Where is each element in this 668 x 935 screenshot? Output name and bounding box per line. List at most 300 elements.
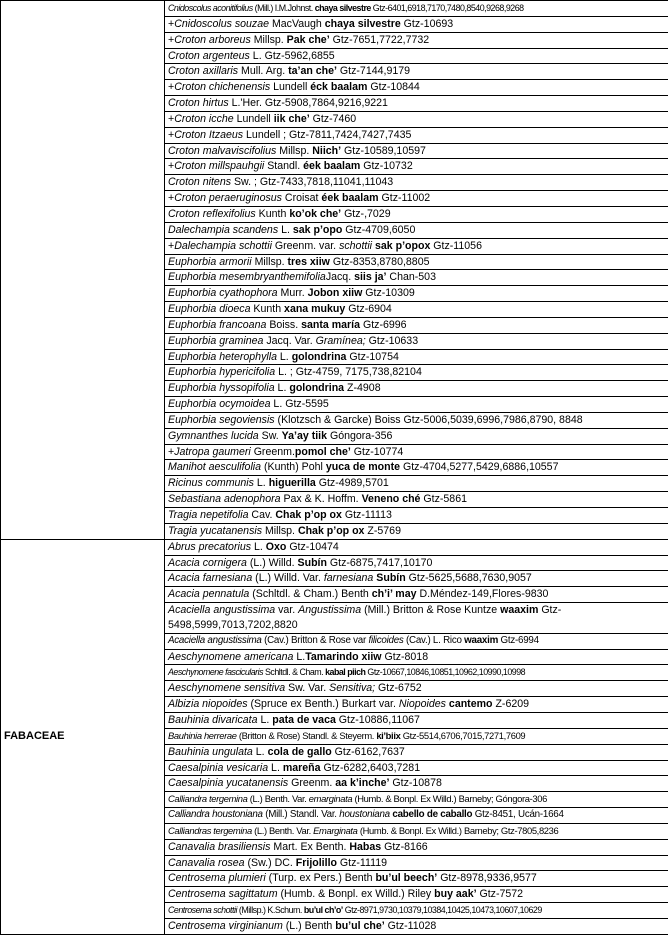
species-cell [165,508,668,524]
common-name: mareña [283,762,321,774]
scientific-name: Cnidoscolus aconitifolius [168,3,253,13]
common-name: Niich’ [312,145,341,157]
scientific-name: Centrosema plumieri [168,872,266,884]
common-name: pata de vaca [272,714,336,726]
infraspecific-name: Gramínea; [316,335,366,347]
prefix-mark: + [168,129,174,141]
collection-numbers: Góngora-306 [496,793,547,804]
scientific-name: Canavalia rosea [168,857,245,869]
species-cell [165,760,668,776]
common-name: Jobon xiiw [308,287,363,299]
species-cell [165,744,668,760]
species-cell [165,697,668,713]
species-cell [165,412,668,428]
collection-numbers: Gtz-5006,5039,6996,7986,8790, 8848 [404,414,583,426]
common-name: Pak che’ [287,34,330,46]
scientific-name: Dalechampia schottii [174,240,272,252]
species-cell [165,523,668,539]
common-name: Subín [376,572,405,584]
scientific-name: Cnidoscolus souzae [174,18,269,30]
scientific-name: Jatropa gaumeri [174,446,251,458]
species-cell [165,365,668,381]
collection-numbers: Góngora-356 [327,430,392,442]
scientific-name: Acacia farnesiana [168,572,252,584]
common-name: cantemo [449,698,493,710]
scientific-name: Abrus precatorius [168,541,251,553]
collection-numbers: Gtz-4759, 7175,738,82104 [296,366,422,378]
scientific-name: Calliandras tergemina [168,825,252,836]
scientific-name: Croton malvaviscifolius [168,145,276,157]
collection-numbers: Gtz-10633 [369,335,418,347]
common-name: Tamarindo xiiw [305,651,381,663]
collection-numbers: Gtz-10878 [389,777,441,789]
scientific-name: Euphorbia mesembryanthemifolia [168,271,326,283]
common-name: Ya’ay tiik [282,430,327,442]
species-cell [165,476,668,492]
scientific-name: Acaciella angustissima [168,635,262,646]
prefix-mark: + [168,18,174,30]
authority: Pax & K. Hoffm. [281,493,362,505]
species-cell [165,96,668,112]
authority: (L.) Benth [283,920,335,932]
common-name: aa k’inche’ [335,777,389,789]
family-cell [1,1,165,540]
scientific-name: Euphorbia hyssopifolia [168,382,275,394]
scientific-name: Euphorbia graminea [168,335,263,347]
scientific-name: Croton millspauhgii [174,160,264,172]
common-name: higuerilla [269,477,316,489]
prefix-mark: + [168,240,174,252]
infraspecific-name: Angustissima [298,604,361,616]
species-cell [165,302,668,318]
collection-numbers: Gtz-8971,9730,10379,10384,10425,10473,10607,10629 [343,905,542,915]
collection-numbers: Gtz-7572 [477,888,524,900]
collection-numbers: Gtz-6752 [378,682,422,694]
collection-numbers: Gtz-7805,8236 [501,825,558,836]
species-cell [165,808,668,824]
authority: (Schltdl. & Cham.) Benth [249,588,371,600]
prefix-mark: + [168,34,174,46]
species-cell [165,539,668,555]
authority: Jacq. Var. [263,335,315,347]
species-cell [165,159,668,175]
species-cell [165,492,668,508]
species-cell [165,32,668,48]
scientific-name: Centrosema schottii [168,905,237,915]
authority: (Turp. ex Pers.) Benth [266,872,376,884]
authority: Millsp. [252,256,288,268]
table-row [1,539,668,555]
authority-2: (Humb. & Bonpl. Ex Willd.) Barneby; [352,793,495,804]
species-cell [165,127,668,143]
prefix-mark: + [168,113,174,125]
collection-numbers: Gtz-6994 [498,635,539,646]
species-cell [165,80,668,96]
species-cell [165,712,668,728]
scientific-name: Bauhinia herrerae [168,730,237,741]
scientific-name: Calliandra tergemina [168,793,248,804]
collection-numbers: Gtz-10754 [346,351,398,363]
collection-numbers: Gtz-6162,7637 [332,746,405,758]
authority: Lundell [234,113,274,125]
species-cell [165,792,668,808]
scientific-name: Euphorbia segoviensis [168,414,275,426]
common-name: bu’ul beech’ [375,872,437,884]
authority: Millsp. [251,34,287,46]
collection-numbers: Gtz-,7029 [341,208,390,220]
scientific-name: Acaciella angustissima [168,604,275,616]
scientific-name: Tragia nepetifolia [168,509,248,521]
authority: L. [278,224,293,236]
collection-numbers: Gtz-4704,5277,5429,6886,10557 [400,461,558,473]
species-cell [165,776,668,792]
authority: Lundell [270,81,310,93]
infraspecific-name: emarginata [309,793,352,804]
species-cell [165,633,668,649]
collection-numbers: Gtz-11056 [430,240,482,252]
species-cell [165,206,668,222]
authority: Millsp. [262,525,298,537]
scientific-name: Bauhinia ungulata [168,746,253,758]
common-name: Chak p’op ox [275,509,342,521]
species-cell [165,649,668,665]
authority: MacVaugh [269,18,325,30]
common-name: bu’ul che’ [335,920,384,932]
common-name: santa maría [301,319,360,331]
species-cell [165,191,668,207]
common-name: ch’i’ may [372,588,417,600]
species-cell [165,111,668,127]
collection-numbers: Gtz-7651,7722,7732 [330,34,430,46]
authority: Kunth [256,208,290,220]
infraspecific-name: houstoniana [339,809,390,820]
infraspecific-name: Niopoides [399,698,446,710]
species-cell [165,855,668,871]
prefix-mark: + [168,446,174,458]
collection-numbers: Gtz-10732 [360,160,412,172]
species-cell [165,460,668,476]
authority: Jacq. [326,271,354,283]
common-name: iik che’ [274,113,310,125]
authority: Mart. Ex Benth. [270,841,349,853]
authority: Greenm. [251,446,295,458]
authority: (Cav.) Britton & Rose var [262,635,369,646]
authority: (Klotzsch & Garcke) Boiss [275,414,404,426]
scientific-name: Acacia cornigera [168,557,247,569]
collection-numbers: Gtz-8018 [382,651,429,663]
collection-numbers: Gtz-11119 [337,857,387,869]
common-name: bu’ul ch’o’ [304,905,343,915]
authority-2: (Cav.) L. Rico [404,635,465,646]
collection-numbers: D.Méndez-149,Flores-9830 [417,588,549,600]
common-name: Frijolillo [296,857,337,869]
species-cell [165,143,668,159]
common-name: Veneno ché [362,493,421,505]
authority: Sw. ; [231,176,260,188]
collection-numbers: Gtz-7433,7818,11041,11043 [260,176,393,188]
authority: (Spruce ex Benth.) Burkart var. [248,698,399,710]
collection-numbers: Gtz-7811,7424,7427,7435 [289,129,411,141]
authority: L. [251,541,266,553]
prefix-mark: + [168,81,174,93]
infraspecific-name: Emarginata [313,825,357,836]
collection-numbers: Gtz-8166 [381,841,428,853]
authority: L. [250,50,265,62]
scientific-name: Euphorbia hypericifolia [168,366,275,378]
collection-numbers: Gtz-6904 [345,303,392,315]
common-name: éek baalam [303,160,360,172]
scientific-name: Croton Itzaeus [174,129,243,141]
collection-numbers: Gtz-8353,8780,8805 [330,256,430,268]
authority: Murr. [278,287,308,299]
collection-numbers: Gtz-5625,5688,7630,9057 [406,572,532,584]
authority-2: (Humb. & Bonpl. Ex Willd.) Barneby; [358,825,501,836]
authority: (L.) Benth. Var. [252,825,313,836]
authority: (Mill.) I.M.Johnst. [253,3,315,13]
common-name: chaya silvestre [315,3,371,13]
common-name: ta’an che’ [288,65,337,77]
common-name: ki’biix [376,730,400,741]
authority: (Kunth) Pohl [261,461,326,473]
species-cell [165,871,668,887]
common-name: yuca de monte [326,461,400,473]
species-cell [165,918,668,934]
scientific-name: Croton icche [174,113,233,125]
common-name: tres xiiw [288,256,330,268]
authority: Kunth [250,303,284,315]
scientific-name: Dalechampia scandens [168,224,278,236]
authority: L. [268,762,283,774]
common-name: sak p’opox [375,240,430,252]
scientific-name: Croton peraeruginosus [174,192,282,204]
scientific-name: Aeschynomene fascicularis [168,667,263,677]
common-name: buy aak’ [434,888,476,900]
collection-numbers: Gtz-10886,11067 [336,714,420,726]
common-name: ko’ok che’ [289,208,341,220]
common-name: cabello de caballo [392,809,472,820]
scientific-name: Ricinus communis [168,477,254,489]
species-cell [165,381,668,397]
common-name: éek baalam [321,192,378,204]
common-name: waaxim [500,604,538,616]
species-cell [165,587,668,603]
common-name: golondrina [289,382,344,394]
authority: Lundell ; [243,129,289,141]
collection-numbers: Gtz-10309 [362,287,414,299]
common-name: waaxim [464,635,498,646]
species-cell [165,887,668,903]
species-cell [165,16,668,32]
species-cell [165,48,668,64]
authority: Cav. [248,509,275,521]
collection-numbers: Gtz-6875,7417,10170 [327,557,432,569]
collection-numbers: Gtz-7460 [310,113,357,125]
scientific-name: Euphorbia ocymoidea [168,398,270,410]
scientific-name: Euphorbia heterophylla [168,351,277,363]
species-cell [165,254,668,270]
collection-numbers: Gtz-5498,5999,7013,7202,8820 [168,604,561,631]
collection-numbers: Gtz-10589,10597 [341,145,426,157]
authority-2: (Mill.) Britton & Rose Kuntze [361,604,500,616]
authority: (Britton & Rose) Standl. & Steyerm. [237,730,377,741]
collection-numbers: Gtz-11002 [379,192,431,204]
table-row [1,1,668,17]
authority: (Sw.) DC. [245,857,296,869]
species-cell [165,222,668,238]
authority: (L.) Benth. Var. [248,793,309,804]
scientific-name: Centrosema virginianum [168,920,283,932]
scientific-name: Euphorbia armorii [168,256,252,268]
collection-numbers: Gtz-5595 [285,398,329,410]
collection-numbers: Chan-503 [386,271,435,283]
scientific-name: Manihot aesculifolia [168,461,261,473]
species-cell [165,1,668,17]
authority: L. [277,351,292,363]
prefix-mark: + [168,192,174,204]
collection-numbers: Gtz-10844 [367,81,419,93]
species-cell [165,175,668,191]
authority: (Humb. & Bonpl. ex Willd.) Riley [278,888,435,900]
collection-numbers: Gtz-6401,6918,7170,7480,8540,9268,9268 [371,3,524,13]
collection-numbers: Gtz-4989,5701 [316,477,389,489]
common-name: xana mukuy [284,303,345,315]
authority: Standl. [264,160,303,172]
scientific-name: Canavalia brasiliensis [168,841,270,853]
common-name: chaya silvestre [325,18,401,30]
collection-numbers: Gtz-10667,10846,10851,10962,10990,10998 [365,667,525,677]
authority: Greenm. [288,777,335,789]
infraspecific-name: filicoides [368,635,403,646]
common-name: éck baalam [310,81,367,93]
scientific-name: Euphorbia dioeca [168,303,250,315]
authority: L. [253,746,268,758]
common-name: siis ja’ [354,271,386,283]
species-cell [165,681,668,697]
species-cell [165,728,668,744]
authority: L.'Her. [229,97,265,109]
species-cell [165,397,668,413]
scientific-name: Croton reflexifolius [168,208,256,220]
species-cell [165,349,668,365]
collection-numbers: Gtz-10774 [351,446,403,458]
species-cell [165,603,668,634]
collection-numbers: Gtz-5514,6706,7015,7271,7609 [400,730,525,741]
scientific-name: Calliandra houstoniana [168,809,263,820]
scientific-name: Euphorbia cyathophora [168,287,278,299]
scientific-name: Caesalpinia yucatanensis [168,777,288,789]
authority: var. [275,604,298,616]
common-name: Subín [298,557,327,569]
authority: L. [254,477,269,489]
collection-numbers: Gtz-10474 [286,541,338,553]
authority: (L.) Willd. Var. [252,572,324,584]
scientific-name: Croton axillaris [168,65,238,77]
common-name: kabal piich [325,667,365,677]
common-name: cola de gallo [268,746,332,758]
species-cell [165,665,668,681]
authority: (Millsp.) K.Schum. [237,905,304,915]
scientific-name: Centrosema sagittatum [168,888,278,900]
authority: Greenm. var. [272,240,339,252]
species-cell [165,333,668,349]
authority: L. [275,382,290,394]
authority: Croisat [282,192,321,204]
scientific-name: Croton argenteus [168,50,250,62]
scientific-name: Euphorbia francoana [168,319,266,331]
collection-numbers: Gtz-6996 [360,319,407,331]
species-cell [165,238,668,254]
authority: Sw. Var. [285,682,329,694]
collection-numbers: Gtz-10693 [401,18,453,30]
species-cell [165,903,668,919]
common-name: sak p’opo [293,224,342,236]
scientific-name: Croton nitens [168,176,231,188]
collection-numbers: Gtz-7144,9179 [337,65,410,77]
common-name: Habas [349,841,381,853]
collection-numbers: Z-5769 [364,525,401,537]
scientific-name: Gymnanthes lucida [168,430,259,442]
authority: Boiss. [266,319,301,331]
prefix-mark: + [168,160,174,172]
collection-numbers: Z-6209 [493,698,530,710]
species-cell [165,428,668,444]
collection-numbers: Gtz-8451, Ucán-1664 [472,809,563,820]
collection-numbers: Gtz-6282,6403,7281 [321,762,421,774]
authority: L. [258,714,273,726]
authority: L. ; [275,366,296,378]
scientific-name: Aeschynomene americana [168,651,293,663]
collection-numbers: Gtz-11028 [385,920,437,932]
species-cell [165,317,668,333]
family-cell: FABACEAE [1,539,165,934]
scientific-name: Aeschynomene sensitiva [168,682,285,694]
species-cell [165,286,668,302]
species-cell [165,64,668,80]
authority: (Mill.) Standl. Var. [263,809,340,820]
species-cell [165,444,668,460]
collection-numbers: Gtz-8978,9336,9577 [437,872,537,884]
species-cell [165,571,668,587]
scientific-name: Albizia niopoides [168,698,248,710]
common-name: golondrina [292,351,347,363]
collection-numbers: Gtz-4709,6050 [342,224,415,236]
scientific-name: Croton arboreus [174,34,251,46]
authority: Millsp. [276,145,312,157]
infraspecific-name: schottii [339,240,372,252]
collection-numbers: Gtz-5861 [420,493,467,505]
infraspecific-name: farnesiana [324,572,373,584]
infraspecific-name: Sensitiva; [329,682,375,694]
collection-numbers: Gtz-5908,7864,9216,9221 [265,97,388,109]
scientific-name: Caesalpinia vesicaria [168,762,268,774]
authority: (L.) Willd. [247,557,298,569]
authority: Mull. Arg. [238,65,288,77]
scientific-name: Croton chichenensis [174,81,270,93]
species-cell [165,823,668,839]
collection-numbers: Z-4908 [344,382,381,394]
collection-numbers: Gtz-5962,6855 [265,50,335,62]
scientific-name: Bauhinia divaricata [168,714,258,726]
common-name: pomol che’ [295,446,351,458]
species-cell [165,270,668,286]
common-name: Chak p’op ox [298,525,365,537]
authority: Sw. [259,430,282,442]
common-name: Oxo [266,541,287,553]
authority: Schltdl. & Cham. [263,667,325,677]
species-cell [165,555,668,571]
scientific-name: Acacia pennatula [168,588,249,600]
scientific-name: Sebastiana adenophora [168,493,281,505]
